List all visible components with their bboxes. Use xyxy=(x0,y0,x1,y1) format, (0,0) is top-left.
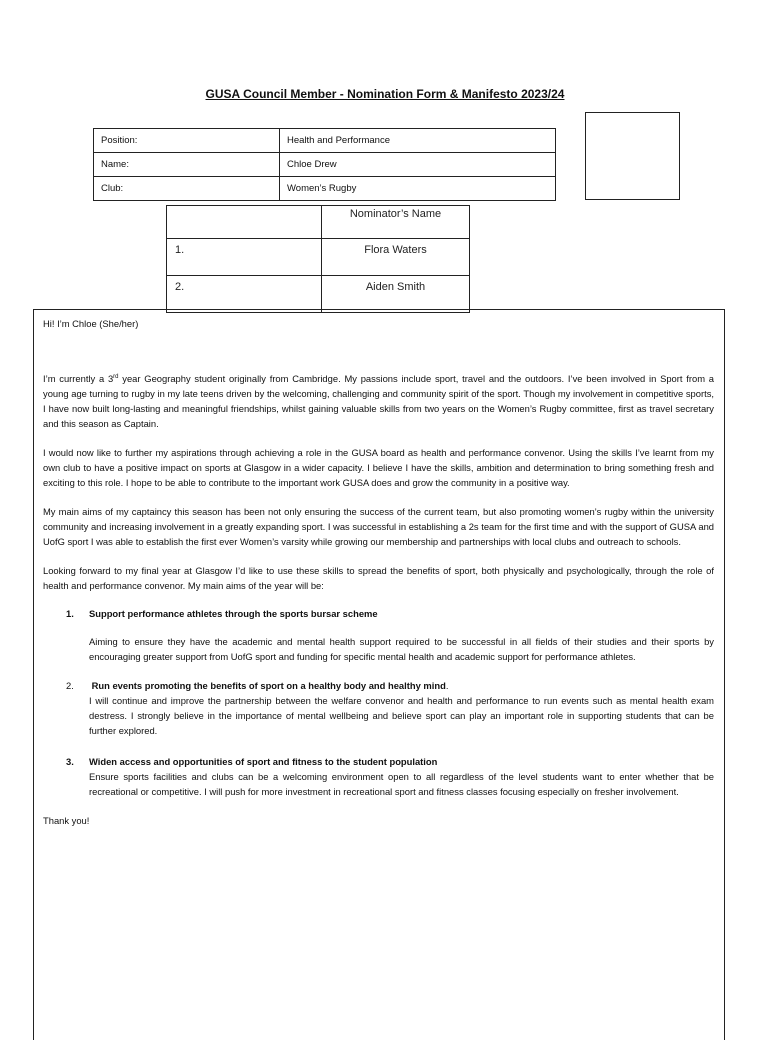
nominator-name: Flora Waters xyxy=(322,239,470,276)
page-title: GUSA Council Member - Nomination Form & Manifesto 2023/24 xyxy=(205,87,565,101)
position-label: Position: xyxy=(94,129,280,153)
club-value: Women’s Rugby xyxy=(280,177,556,201)
candidate-info-table xyxy=(93,128,556,201)
table-row xyxy=(167,206,470,239)
aim-2-heading: 2. Run events promoting the benefits of sport on a healthy body and healthy mind. xyxy=(66,680,449,691)
closing: Thank you! xyxy=(43,815,90,826)
name-label: Name: xyxy=(94,153,280,177)
table-row xyxy=(167,276,470,313)
nominator-number: 1. xyxy=(167,239,322,276)
name-value: Chloe Drew xyxy=(280,153,556,177)
photo-box xyxy=(585,112,680,200)
table-row xyxy=(94,177,556,201)
greeting: Hi! I’m Chloe (She/her) xyxy=(43,318,139,329)
table-row xyxy=(94,153,556,177)
aim-3-text: Ensure sports facilities and clubs can be a welcoming environment open to all regardless of the level students want to enter whether that be recreational or competitive. I will push for more investment in recreational sport and fitness classes focusing especially on fresher involvement. xyxy=(89,771,714,797)
nominators-table xyxy=(166,205,470,313)
nominator-number: 2. xyxy=(167,276,322,313)
aim-1-heading: 1. Support performance athletes through the sports bursar scheme xyxy=(66,608,378,619)
aim-1-text: Aiming to ensure they have the academic and mental health support required to be successful in all fields of their studies and their sports by encouraging greater support from UofG sport and funding for specific mental health and academic support for performance athletes. xyxy=(89,636,714,662)
nominator-name: Aiden Smith xyxy=(322,276,470,313)
nominator-header-blank xyxy=(167,206,322,239)
aim-2-text: I will continue and improve the partnership between the welfare convenor and health and performance to run events such as mental health exam destress. I strongly believe in the importance of mental wellbeing and believe sport can play an important role in supporting students that can be further explored. xyxy=(89,695,714,736)
aim-3-heading: 3. Widen access and opportunities of sport and fitness to the student population xyxy=(66,756,438,767)
position-value: Health and Performance xyxy=(280,129,556,153)
nominator-header: Nominator’s Name xyxy=(322,206,470,239)
manifesto-text xyxy=(43,316,714,828)
paragraph-goals: Looking forward to my final year at Glasgow I’d like to use these skills to spread the benefits of sport, both physically and psychologically, through the role of health and performance convenor. My main aims of the year will be: xyxy=(43,565,714,591)
table-row xyxy=(94,129,556,153)
table-row xyxy=(167,239,470,276)
paragraph-intro: I’m currently a 3rd year Geography student originally from Cambridge. My passions include sport, travel and the outdoors. I’ve been involved in Sport from a young age turning to rugby in my late teens driven by the welcoming, challenging and community spirit of the sport. Though my involvement in competitive sports, I have now built long-lasting and meaningful friendships, whilst gaining valuable skills from two years on the Women’s Rugby committee, first as travel secretary and this season as Captain. xyxy=(43,373,714,429)
paragraph-aspirations: I would now like to further my aspirations through achieving a role in the GUSA board as health and performance convenor. Using the skills I’ve learnt from my own club to have a positive impact on sports at Glasgow in a wider capacity. I believe I have the skills, ambition and determination to bring something fresh and exciting to this role. I hope to be able to contribute to the important work GUSA does and grow the community in a positive way. xyxy=(43,447,714,488)
club-label: Club: xyxy=(94,177,280,201)
paragraph-captaincy: My main aims of my captaincy this season has been not only ensuring the success of the current team, but also promoting women’s rugby within the university community and increasing involvement in a greatly expanding sport. I was successful in establishing a 2s team for the first time and with the support of GUSA and UofG sport I was able to establish the first ever Women’s varsity while growing our membership and partnerships with local clubs and outreach to schools. xyxy=(43,506,714,547)
